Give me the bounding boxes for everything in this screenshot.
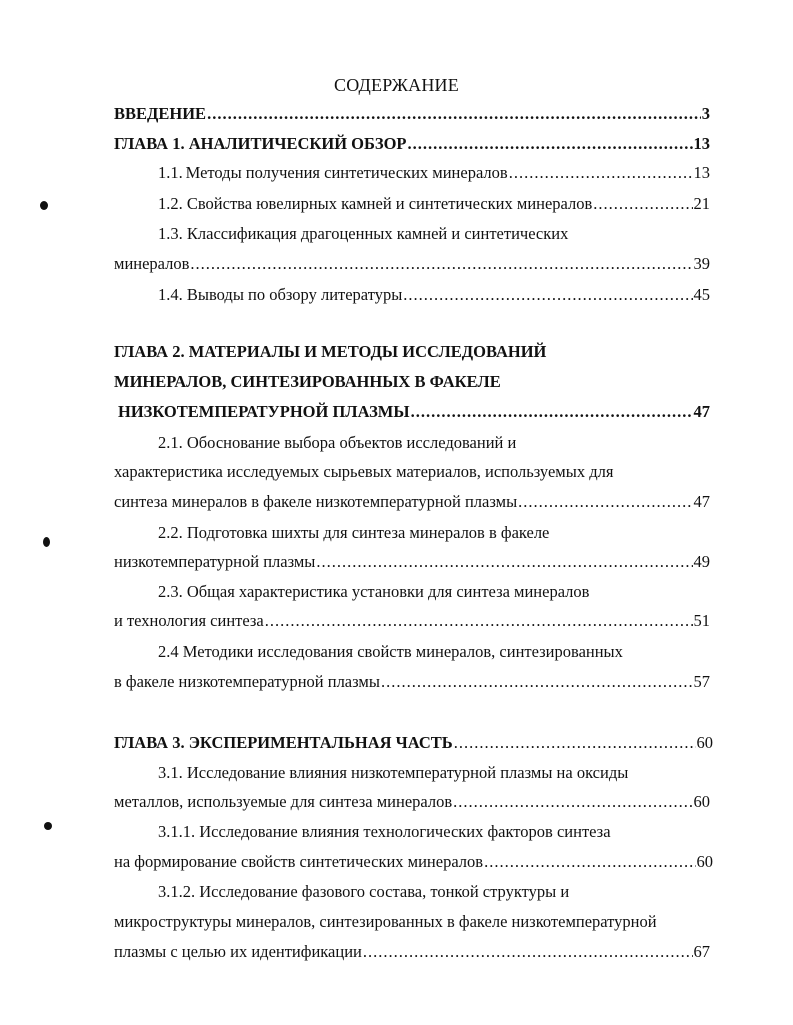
toc-entry-text: металлов, используемые для синтеза минералов [114,792,453,811]
toc-entry-text: 1.2. Свойства ювелирных камней и синтетических минералов [158,194,593,213]
toc-entry-3-1-1: 3.1.1. Исследование влияния технологических факторов синтеза [158,822,611,841]
toc-entry-text: в факеле низкотемпературной плазмы [114,672,380,691]
toc-page-number: 45 [693,285,710,304]
leader-dots [593,191,692,217]
toc-entry-text: Методы получения синтетических минералов [185,163,508,182]
toc-entry-text: на формирование свойств синтетических минералов [114,852,484,871]
toc-entry-3-1: 3.1. Исследование влияния низкотемпературной плазмы на оксиды [158,763,629,782]
toc-entry-2-3: 2.3. Общая характеристика установки для синтеза минералов [158,582,590,601]
toc-entry-chapter-2-cont: МИНЕРАЛОВ, СИНТЕЗИРОВАННЫХ В ФАКЕЛЕ [114,372,501,391]
leader-dots [403,282,692,308]
toc-entry-2-1-cont: характеристика исследуемых сырьевых материалов, используемых для [114,462,614,481]
leader-dots [454,730,696,756]
toc-entry-text: ГЛАВА 1. АНАЛИТИЧЕСКИЙ ОБЗОР [114,134,407,153]
toc-entry-2-2-end [114,549,710,575]
toc-entry-2-3-end [114,608,710,634]
toc-entry-text: плазмы с целью их идентификации [114,942,362,961]
leader-dots [363,939,693,965]
leader-dots [411,399,693,425]
toc-page-number: 21 [693,194,710,213]
leader-dots [518,489,692,515]
toc-page-number: 13 [693,134,710,153]
toc-entry-1-3: 1.3. Классификация драгоценных камней и синтетических [158,224,569,243]
toc-entry-chapter-2: ГЛАВА 2. МАТЕРИАЛЫ И МЕТОДЫ ИССЛЕДОВАНИЙ [114,342,547,361]
toc-entry-text: 1.4. Выводы по обзору литературы [158,285,403,304]
toc-entry-2-2: 2.2. Подготовка шихты для синтеза минералов в факеле [158,523,550,542]
toc-entry-3-1-end [114,789,710,815]
leader-dots [453,789,692,815]
toc-page-number: 60 [696,852,713,871]
toc-page-number: 49 [693,552,710,571]
toc-entry-chapter-2-end [118,399,710,425]
toc-entry-2-1: 2.1. Обоснование выбора объектов исследований и [158,433,517,452]
toc-entry-chapter-3 [114,730,713,756]
toc-entry-1-4 [158,282,710,308]
toc-entry-introduction [114,101,710,127]
toc-entry-text: ВВЕДЕНИЕ [114,104,207,123]
toc-entry-text: и технология синтеза [114,611,264,630]
leader-dots [484,849,695,875]
toc-entry-2-4: 2.4 Методики исследования свойств минералов, синтезированных [158,642,623,661]
toc-entry-2-4-end [114,669,710,695]
scan-mark [40,201,48,210]
toc-page-number: 60 [693,792,710,811]
toc-entry-3-1-2-cont: микроструктуры минералов, синтезированных в факеле низкотемпературной [114,912,657,931]
leader-dots [381,669,693,695]
scan-mark [44,822,52,830]
toc-page-number: 57 [693,672,710,691]
toc-entry-3-1-1-end [114,849,713,875]
toc-page-number: 67 [693,942,710,961]
toc-entry-1-1 [158,160,710,186]
toc-entry-text: низкотемпературной плазмы [114,552,316,571]
leader-dots [408,131,693,157]
toc-page-number: 13 [693,163,710,182]
leader-dots [190,251,692,277]
page-title: СОДЕРЖАНИЕ [334,75,459,95]
leader-dots [265,608,693,634]
toc-entry-number: 1.1. [158,163,183,182]
toc-page-number: 3 [701,104,710,123]
toc-entry-1-2 [158,191,710,217]
toc-entry-3-1-2-end [114,939,710,965]
scan-mark [43,537,50,547]
toc-entry-chapter-1 [114,131,710,157]
toc-entry-text: ГЛАВА 3. ЭКСПЕРИМЕНТАЛЬНАЯ ЧАСТЬ [114,733,453,752]
toc-entry-text: синтеза минералов в факеле низкотемпературной плазмы [114,492,518,511]
toc-page-number: 39 [693,254,710,273]
toc-page-number: 47 [693,402,710,421]
toc-entry-2-1-end [114,489,710,515]
leader-dots [316,549,692,575]
toc-entry-text: НИЗКОТЕМПЕРАТУРНОЙ ПЛАЗМЫ [118,402,410,421]
toc-page-number: 60 [696,733,713,752]
toc-page-number: 47 [693,492,710,511]
toc-entry-text: минералов [114,254,190,273]
toc-entry-1-3-cont [114,251,710,277]
leader-dots [509,160,693,186]
toc-page-number: 51 [693,611,710,630]
leader-dots [207,101,701,127]
toc-entry-3-1-2: 3.1.2. Исследование фазового состава, тонкой структуры и [158,882,570,901]
